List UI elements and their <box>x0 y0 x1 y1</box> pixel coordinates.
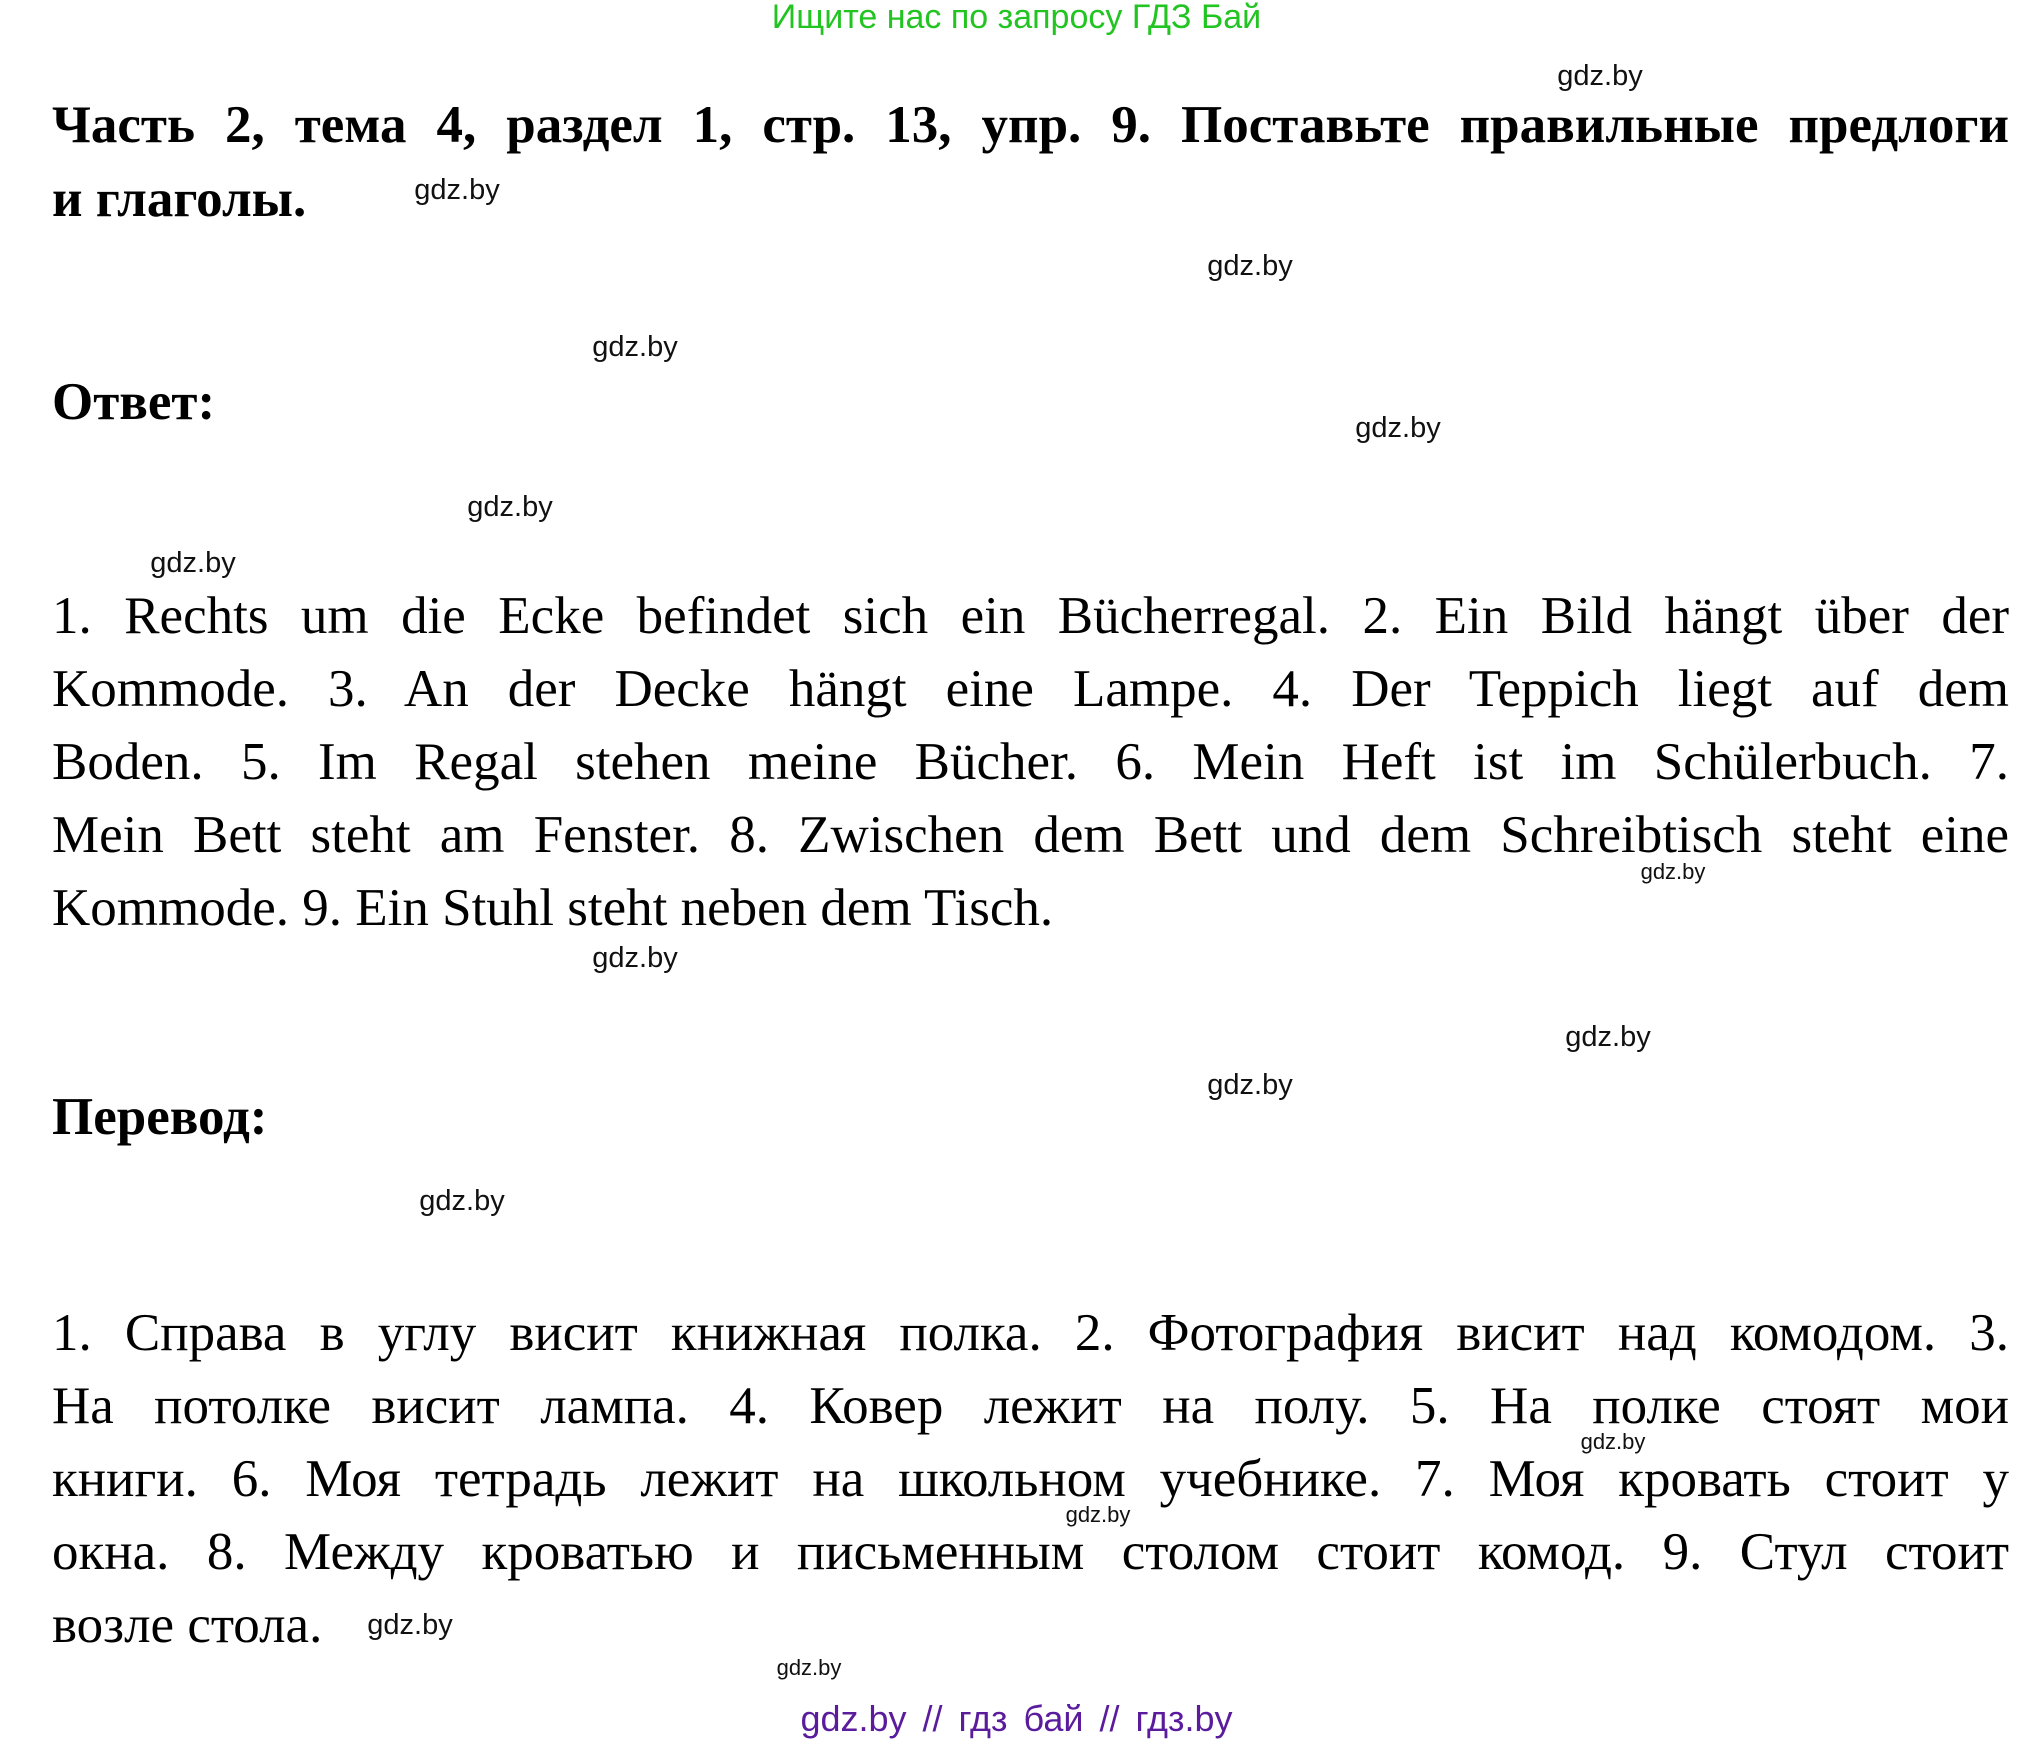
watermark: gdz.by <box>776 1655 842 1680</box>
watermark: gdz.by <box>1565 1021 1651 1053</box>
header-banner: Ищите нас по запросу ГДЗ Бай <box>771 0 1262 36</box>
translation-heading: Перевод: <box>52 1088 268 1146</box>
answer-line: 1. Rechts um die Ecke befindet sich ein Bücherregal. 2. Ein Bild hängt über der <box>52 587 2009 645</box>
title-line: Часть 2, тема 4, раздел 1, стр. 13, упр. 9. Поставьте правильные предлоги <box>52 96 2009 154</box>
answer-line: Boden. 5. Im Regal stehen meine Bücher. 6. Mein Heft ist im Schülerbuch. 7. <box>52 733 2009 791</box>
answer-line: Kommode. 9. Ein Stuhl steht neben dem Tisch. <box>52 879 1054 937</box>
watermark: gdz.by <box>419 1185 505 1217</box>
watermark: gdz.by <box>1207 1069 1293 1101</box>
watermark: gdz.by <box>414 174 500 206</box>
watermark: gdz.by <box>1355 412 1441 444</box>
answer-paragraph <box>52 580 2009 945</box>
translation-line: возле стола. <box>52 1596 323 1654</box>
footer-links: gdz.by // гдз бай // гдз.by <box>800 1698 1233 1739</box>
translation-line: 1. Справа в углу висит книжная полка. 2. Фотография висит над комодом. 3. <box>52 1304 2009 1362</box>
title-line: и глаголы. <box>52 170 307 228</box>
translation-line: книги. 6. Моя тетрадь лежит на школьном учебнике. 7. Моя кровать стоит у <box>52 1450 2009 1508</box>
answer-heading: Ответ: <box>52 373 216 431</box>
watermark: gdz.by <box>1207 250 1293 282</box>
page-title <box>52 88 2009 236</box>
watermark: gdz.by <box>367 1609 453 1641</box>
watermark: gdz.by <box>1557 60 1643 92</box>
watermark: gdz.by <box>1580 1429 1646 1454</box>
watermark: gdz.by <box>592 942 678 974</box>
translation-line: На потолке висит лампа. 4. Ковер лежит на полу. 5. На полке стоят мои <box>52 1377 2009 1435</box>
watermark: gdz.by <box>1640 859 1706 884</box>
watermark: gdz.by <box>150 547 236 579</box>
watermark: gdz.by <box>467 491 553 523</box>
answer-line: Kommode. 3. An der Decke hängt eine Lampe. 4. Der Teppich liegt auf dem <box>52 660 2009 718</box>
watermark: gdz.by <box>1065 1502 1131 1527</box>
translation-paragraph <box>52 1297 2009 1662</box>
answer-line: Mein Bett steht am Fenster. 8. Zwischen dem Bett und dem Schreibtisch steht eine <box>52 806 2009 864</box>
translation-line: окна. 8. Между кроватью и письменным столом стоит комод. 9. Стул стоит <box>52 1523 2009 1581</box>
watermark: gdz.by <box>592 331 678 363</box>
